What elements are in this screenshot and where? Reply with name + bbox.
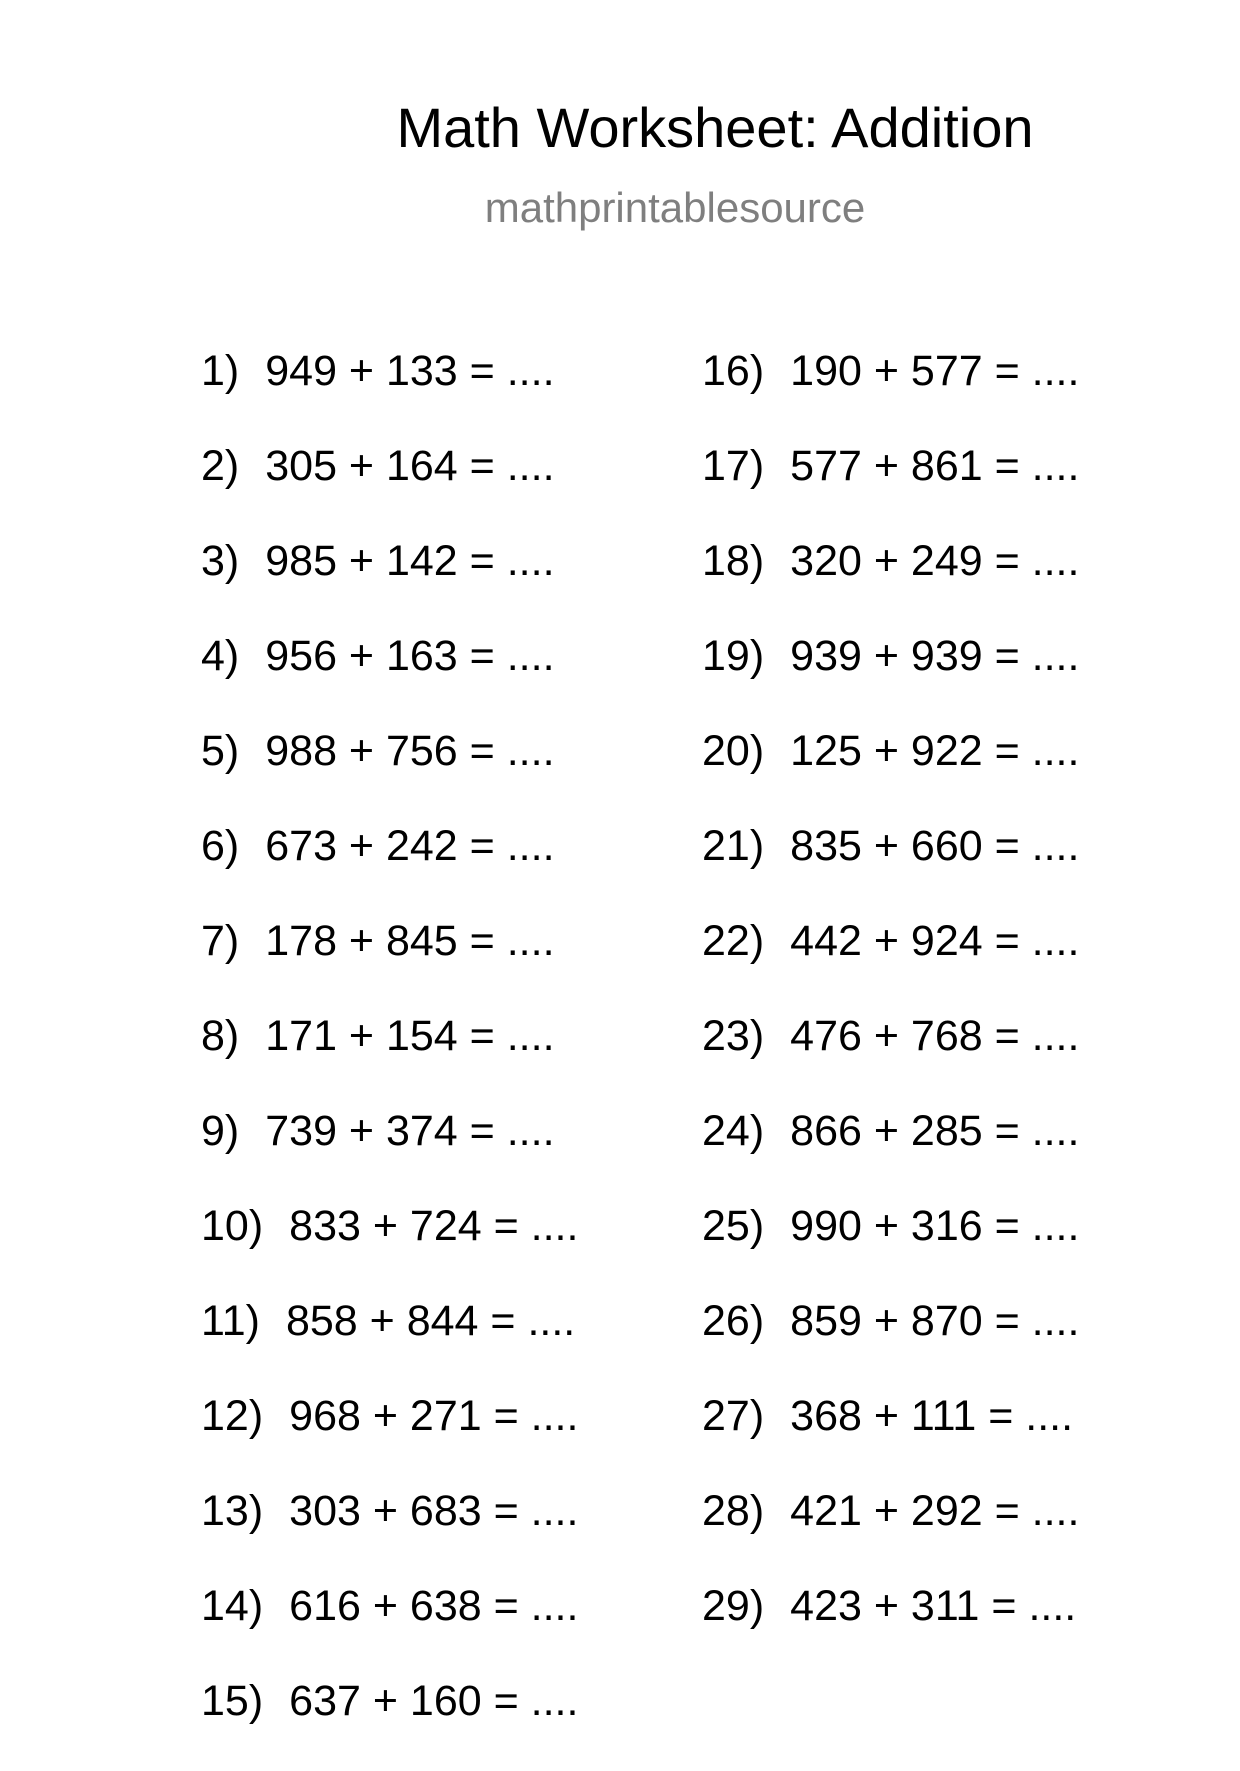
problem-18 (702, 536, 1079, 631)
worksheet-subtitle: mathprintablesource (484, 184, 866, 231)
problem-expression: 442 + 924 = .... (790, 917, 1080, 965)
problem-expression: 739 + 374 = .... (265, 1107, 555, 1155)
problem-7 (201, 916, 578, 1011)
problem-expression: 190 + 577 = .... (790, 347, 1080, 395)
problem-25 (702, 1201, 1079, 1296)
problem-number: 10) (201, 1202, 264, 1250)
problem-number: 12) (201, 1392, 264, 1440)
problem-expression: 673 + 242 = .... (265, 822, 555, 870)
problem-number: 22) (702, 917, 765, 965)
problem-number: 8) (201, 1012, 240, 1060)
problem-expression: 858 + 844 = .... (285, 1297, 576, 1345)
problem-23 (702, 1011, 1079, 1106)
problem-expression: 178 + 845 = .... (265, 917, 555, 965)
problem-expression: 990 + 316 = .... (790, 1202, 1080, 1250)
problem-expression: 956 + 163 = .... (265, 632, 555, 680)
problem-expression: 968 + 271 = .... (289, 1392, 579, 1440)
problem-13 (201, 1486, 578, 1581)
problem-number: 16) (702, 347, 765, 395)
problem-number: 25) (702, 1202, 765, 1250)
problem-expression: 305 + 164 = .... (265, 442, 555, 490)
problem-expression: 833 + 724 = .... (289, 1202, 579, 1250)
problem-expression: 577 + 861 = .... (790, 442, 1080, 490)
problem-number: 7) (201, 917, 240, 965)
problem-expression: 125 + 922 = .... (790, 727, 1080, 775)
problem-8 (201, 1011, 578, 1106)
problem-number: 3) (201, 537, 240, 585)
problem-expression: 859 + 870 = .... (790, 1297, 1080, 1345)
problem-19 (702, 631, 1079, 726)
problem-expression: 303 + 683 = .... (289, 1487, 579, 1535)
problem-expression: 368 + 111 = .... (790, 1392, 1074, 1440)
problem-expression: 616 + 638 = .... (289, 1582, 579, 1630)
problem-2 (201, 441, 578, 536)
problem-expression: 866 + 285 = .... (790, 1107, 1080, 1155)
problem-1 (201, 346, 578, 441)
problem-expression: 939 + 939 = .... (790, 632, 1080, 680)
problem-number: 18) (702, 537, 765, 585)
problem-24 (702, 1106, 1079, 1201)
problem-11 (201, 1296, 578, 1391)
problem-expression: 423 + 311 = .... (790, 1582, 1077, 1630)
problem-number: 4) (201, 632, 240, 680)
problem-10 (201, 1201, 578, 1296)
problems-column-right (702, 346, 1079, 1676)
problem-expression: 637 + 160 = .... (289, 1677, 579, 1725)
problem-28 (702, 1486, 1079, 1581)
problem-number: 19) (702, 632, 765, 680)
problem-15 (201, 1676, 578, 1771)
problem-number: 24) (702, 1107, 765, 1155)
problem-4 (201, 631, 578, 726)
problem-expression: 985 + 142 = .... (265, 537, 555, 585)
problem-number: 13) (201, 1487, 264, 1535)
problem-number: 29) (702, 1582, 765, 1630)
problem-expression: 421 + 292 = .... (790, 1487, 1080, 1535)
problem-number: 20) (702, 727, 765, 775)
problem-number: 28) (702, 1487, 765, 1535)
problem-number: 26) (702, 1297, 765, 1345)
problem-5 (201, 726, 578, 821)
problem-expression: 171 + 154 = .... (265, 1012, 555, 1060)
problem-number: 2) (201, 442, 240, 490)
problem-number: 9) (201, 1107, 240, 1155)
problem-12 (201, 1391, 578, 1486)
problem-number: 15) (201, 1677, 264, 1725)
problems-column-left (201, 346, 578, 1771)
problem-22 (702, 916, 1079, 1011)
problem-21 (702, 821, 1079, 916)
problem-20 (702, 726, 1079, 821)
problem-3 (201, 536, 578, 631)
problem-expression: 835 + 660 = .... (790, 822, 1080, 870)
problem-expression: 949 + 133 = .... (265, 347, 555, 395)
problem-16 (702, 346, 1079, 441)
problem-29 (702, 1581, 1079, 1676)
problem-17 (702, 441, 1079, 536)
problem-number: 27) (702, 1392, 765, 1440)
problem-number: 14) (201, 1582, 264, 1630)
worksheet-title: Math Worksheet: Addition (396, 96, 1034, 159)
problem-number: 6) (201, 822, 240, 870)
problem-number: 17) (702, 442, 765, 490)
problem-9 (201, 1106, 578, 1201)
problem-27 (702, 1391, 1079, 1486)
problem-number: 11) (201, 1297, 260, 1345)
problem-expression: 476 + 768 = .... (790, 1012, 1080, 1060)
problem-number: 1) (201, 347, 240, 395)
problem-14 (201, 1581, 578, 1676)
problem-26 (702, 1296, 1079, 1391)
problem-expression: 988 + 756 = .... (265, 727, 555, 775)
problem-6 (201, 821, 578, 916)
problem-expression: 320 + 249 = .... (790, 537, 1080, 585)
problem-number: 21) (702, 822, 765, 870)
problem-number: 5) (201, 727, 240, 775)
problem-number: 23) (702, 1012, 765, 1060)
